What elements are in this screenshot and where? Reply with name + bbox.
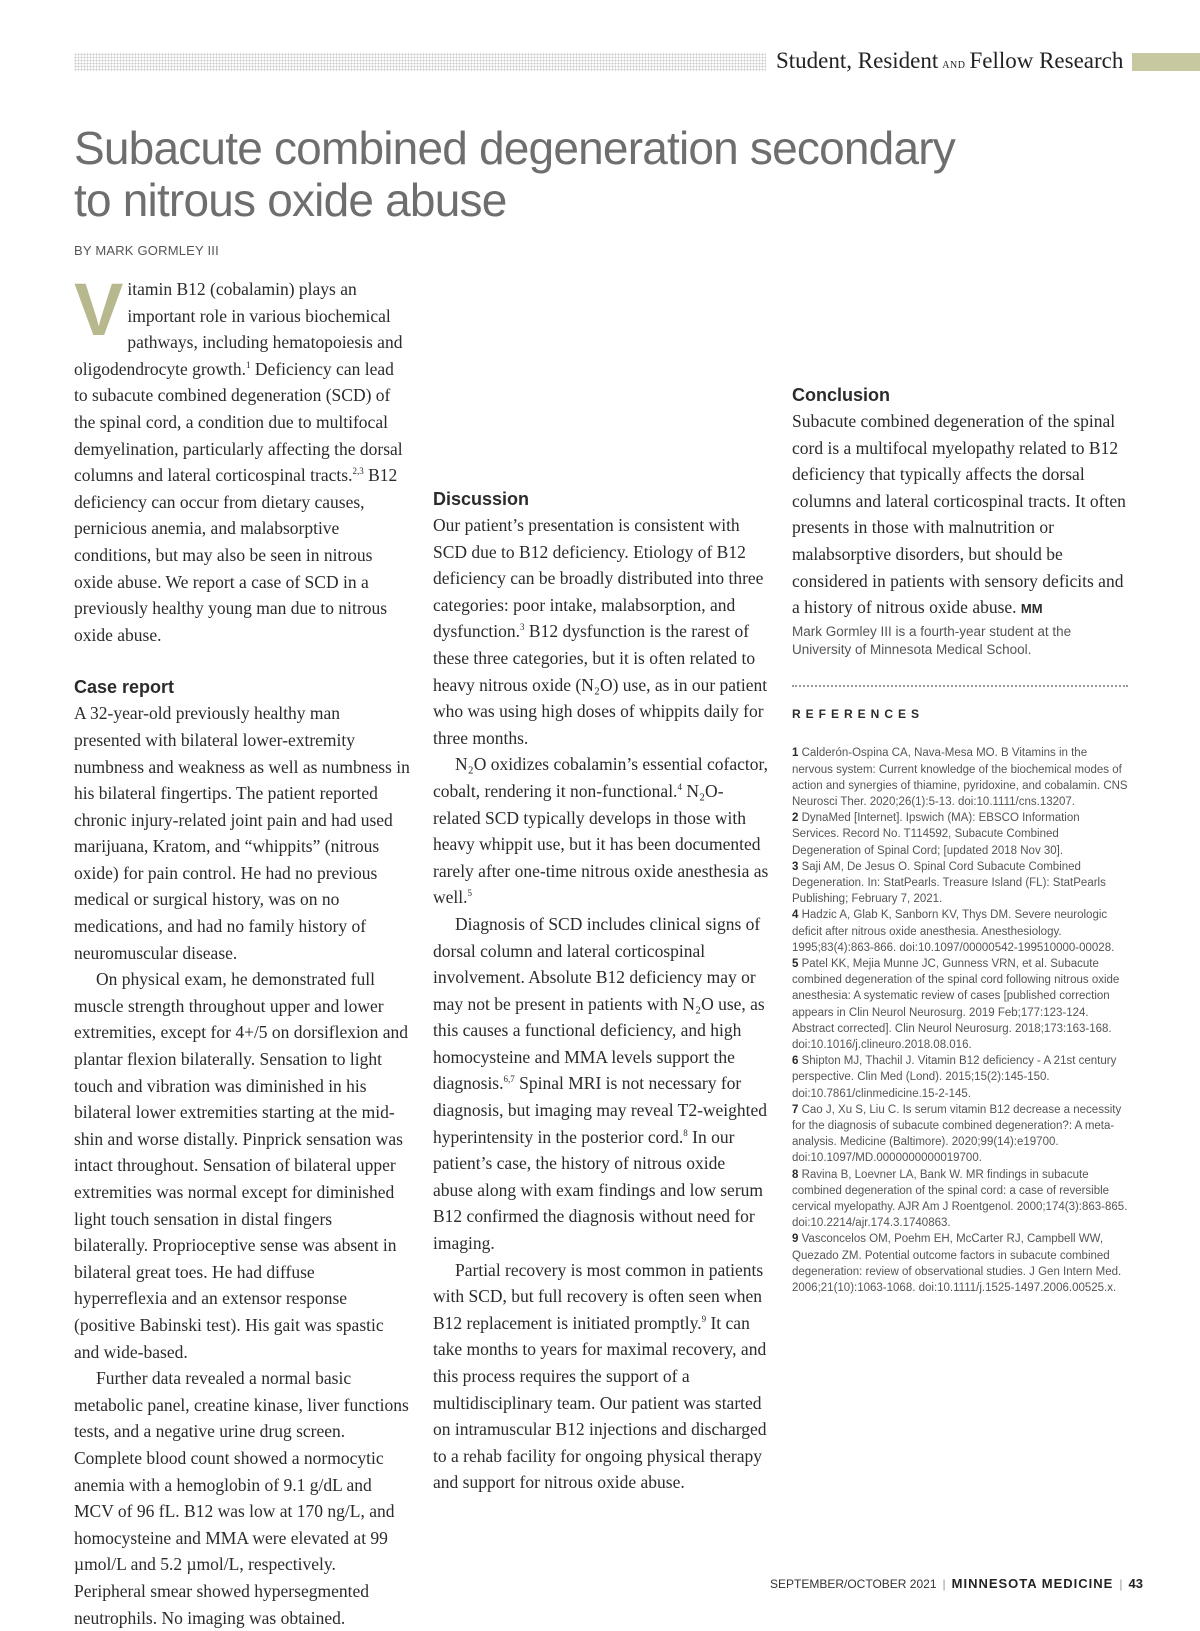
citation-sup: 3 [520, 622, 525, 633]
intro-text-b: Deficiency can lead to subacute combined degeneration (SCD) of the spinal cord, a condition due to multifocal demyelination, particularly affecting the dorsal columns and lateral corticospinal tracts. [74, 358, 403, 486]
text-span: Partial recovery is most common in patients with SCD, but full recovery is often seen when B12 replacement is initiated promptly. [433, 1259, 764, 1333]
footer-magazine: MINNESOTA MEDICINE [951, 1576, 1114, 1591]
text-span: 5 [792, 957, 799, 970]
text-span: Cao J, Xu S, Liu C. Is serum vitamin B12 decrease a necessity for the diagnosis of subacute combined degeneration?: A meta-analysis. Medicine (Baltimore). 2020;99(14):e19700. doi:10.1097/MD.0000000000019700. [792, 1103, 1122, 1165]
end-mark: MM [1020, 601, 1043, 617]
text-span: Calderón-Ospina CA, Nava-Mesa MO. B Vitamins in the nervous system: Current knowledge of the biochemical modes of action and synergies of thiamine, pyridoxine, and cobalamin. CNS Neurosci Ther. 2020;26(1):5-13. doi:10.1111/cns.13207. [792, 747, 1128, 808]
references-list [792, 745, 1128, 1296]
citation-sup: 2,3 [352, 466, 364, 477]
reference-item [792, 859, 1128, 908]
page-number: 43 [1128, 1576, 1143, 1591]
text-span: Spinal MRI is not necessary for diagnosis, but imaging may reveal T2-weighted hyperintensity in the posterior cord. [433, 1073, 768, 1147]
reference-item [792, 745, 1128, 810]
article-title: Subacute combined degeneration secondary to nitrous oxide abuse [74, 122, 955, 226]
text-span: N₂O oxidizes cobalamin’s essential cofactor, cobalt, rendering it non-functional. [433, 754, 769, 801]
discussion-paragraph-1 [433, 512, 769, 751]
text-span: Patel KK, Mejia Munne JC, Gunness VRN, et al. Subacute combined degeneration of the spinal cord following nitrous oxide anesthesia: A systematic review of cases [published correction appears in Clin Neurol Neurosurg. 2019 Feb;177:123-124. Abstract corrected]. Clin Neurol Neurosurg. 2018;173:163-168. doi:10.1016/j.clineuro.2018.08.016. [792, 957, 1120, 1051]
text-span: Ravina B, Loevner LA, Bank W. MR findings in subacute combined degeneration of the spinal cord: a case of reversible cervical myelopathy. AJR Am J Roentgenol. 2000;174(3):863-865. doi:10.2214/ajr.174.3.1740863. [792, 1168, 1128, 1230]
text-span: Our patient’s presentation is consistent with SCD due to B12 deficiency. Etiology of B12 deficiency can be broadly distributed into three categories: poor intake, malabsorption, and dysfunction. [433, 515, 764, 642]
citation-sup: 5 [467, 888, 473, 899]
text-span: DynaMed [Internet]. Ipswich (MA): EBSCO Information Services. Record No. T114592, Subacute Combined Degeneration of Spinal Cord; [updated 2018 Nov 30]. [792, 812, 1080, 857]
text-span: 7 [792, 1103, 799, 1116]
references-divider [792, 685, 1128, 687]
intro-text-a: itamin B12 (cobalamin) plays an important role in various biochemical pathways, including hematopoiesis and oligodendrocyte growth. [74, 279, 403, 379]
footer-separator: | [1119, 1577, 1123, 1591]
text-span: B12 dysfunction is the rarest of these three categories, but it is often related to heavy nitrous oxide (N₂O) use, as in our patient who was using high doses of whippits daily for three months. [433, 621, 768, 748]
text-span: Saji AM, De Jesus O. Spinal Cord Subacute Combined Degeneration. In: StatPearls. Treasure Island (FL): StatPearls Publishing; February 7, 2021. [792, 860, 1106, 906]
reference-item [792, 1231, 1128, 1296]
discussion-paragraph-4 [433, 1257, 769, 1496]
header-dotted-rule [74, 53, 766, 71]
text-span: 1 [792, 747, 799, 760]
section-label-part1: Student, Resident [776, 48, 939, 73]
byline: BY MARK GORMLEY III [74, 243, 219, 258]
page-footer [770, 1576, 1143, 1591]
author-bio: Mark Gormley III is a fourth-year student at the University of Minnesota Medical School. [792, 623, 1072, 657]
reference-item [792, 1102, 1128, 1167]
column-1 [74, 268, 410, 1631]
text-span: It can take months to years for maximal recovery, and this process requires the support of a multidisciplinary team. Our patient was started on intramuscular B12 injections and discharged to a rehab facility for ongoing physical therapy and support for nitrous oxide abuse. [433, 1312, 767, 1493]
text-span: Subacute combined degeneration of the spinal cord is a multifocal myelopathy related to B12 deficiency that typically affects the dorsal columns and lateral corticospinal tracts. It often presents in those with malnutrition or malabsorptive disorders, but should be considered in patients with sensory deficits and a history of nitrous oxide abuse. [792, 411, 1126, 618]
case-report-paragraph-2: On physical exam, he demonstrated full muscle strength throughout upper and lower extremities, except for 4+/5 on dorsiflexion and plantar flexion bilaterally. Sensation to light touch and vibration was diminished in his bilateral lower extremities starting at the mid-shin and worse distally. Pinprick sensation was intact throughout. Sensation of bilateral upper extremities was normal except for diminished light touch sensation in distal fingers bilaterally. Proprioceptive sense was absent in bilateral great toes. He had diffuse hyperreflexia and an extensor response (positive Babinski test). His gait was spastic and wide-based. [74, 969, 409, 1362]
section-label-part2: Fellow Research [969, 48, 1124, 73]
text-span: Shipton MJ, Thachil J. Vitamin B12 deficiency - A 21st century perspective. Clin Med (Lond). 2015;15(2):145-150. doi:10.7861/clinmedicine.15-2-145. [792, 1055, 1117, 1100]
case-report-paragraph-1: A 32-year-old previously healthy man presented with bilateral lower-extremity numbness and weakness as well as numbness in his bilateral fingertips. The patient reported chronic injury-related joint pain and had used marijuana, Kratom, and “whippits” (nitrous oxide) for pain control. He had no previous medical or surgical history, was on no medications, and had no family history of neuromuscular disease. [74, 703, 410, 963]
text-span: In our patient’s case, the history of nitrous oxide abuse along with exam findings and low serum B12 confirmed the diagnosis without need for imaging. [433, 1126, 764, 1254]
citation-sup: 9 [701, 1313, 707, 1324]
citation-sup: 4 [677, 782, 682, 793]
reference-item [792, 956, 1128, 1053]
reference-item [792, 1053, 1128, 1102]
intro-text-c: B12 deficiency can occur from dietary causes, pernicious anemia, and malabsorptive conditions, but may also be seen in nitrous oxide abuse. We report a case of SCD in a previously healthy young man due to nitrous oxide abuse. [74, 465, 398, 645]
case-report-heading: Case report [74, 677, 175, 698]
text-span: Vasconcelos OM, Poehm EH, McCarter RJ, Campbell WW, Quezado ZM. Potential outcome factors in subacute combined degeneration: review of observational studies. J Gen Intern Med. 2006;21(10):1063-1068. doi:10.1111/j.1525-1497.2006.00525.x. [792, 1233, 1122, 1295]
conclusion-heading: Conclusion [792, 385, 890, 405]
drop-cap: V [74, 268, 124, 351]
citation-sup: 6,7 [503, 1074, 515, 1085]
discussion-paragraph-3 [433, 911, 769, 1257]
column-3 [792, 276, 1128, 1296]
text-span: Hadzic A, Glab K, Sanborn KV, Thys DM. Severe neurologic deficit after nitrous oxide anesthesia. Anesthesiology. 1995;83(4):863-866. doi:10.1097/00000542-199510000-00028. [792, 909, 1115, 954]
discussion-paragraph-2 [433, 751, 769, 911]
text-span: 2 [792, 812, 799, 825]
reference-item [792, 810, 1128, 859]
header-accent-bar [1132, 53, 1200, 71]
footer-issue: SEPTEMBER/OCTOBER 2021 [770, 1577, 937, 1591]
discussion-heading: Discussion [433, 489, 530, 509]
footer-separator: | [942, 1577, 946, 1591]
reference-item [792, 1167, 1128, 1232]
section-label-and: AND [942, 60, 966, 71]
column-2 [433, 276, 769, 1496]
citation-sup: 1 [246, 359, 251, 370]
section-label [776, 44, 1123, 78]
text-span: 6 [792, 1055, 799, 1068]
text-span: Diagnosis of SCD includes clinical signs of dorsal column and lateral corticospinal involvement. Absolute B12 deficiency may or may not be present in patients with N₂O use, as this causes a functional deficiency, and high homocysteine and MMA levels support the diagnosis. [433, 913, 765, 1094]
text-span: 8 [792, 1168, 799, 1181]
text-span: 9 [792, 1233, 799, 1246]
text-span: 3 [792, 860, 799, 873]
text-span: N₂O-related SCD typically develops in those with heavy whippit use, but it has been documented rarely after one-time nitrous oxide anesthesia as well. [433, 780, 769, 908]
conclusion-paragraph [792, 408, 1128, 623]
references-heading: REFERENCES [792, 706, 925, 721]
intro-paragraph [74, 268, 410, 648]
citation-sup: 8 [683, 1127, 688, 1138]
text-span: 4 [792, 909, 799, 922]
case-report-paragraph-3: Further data revealed a normal basic metabolic panel, creatine kinase, liver functions tests, and a negative urine drug screen. Complete blood count showed a normocytic anemia with a hemoglobin of 9.1 g/dL and MCV of 96 fL. B12 was low at 170 ng/L, and homocysteine and MMA were elevated at 99 µmol/L and 5.2 µmol/L, respectively. Peripheral smear showed hypersegmented neutrophils. No imaging was obtained. [74, 1368, 409, 1628]
reference-item [792, 907, 1128, 956]
